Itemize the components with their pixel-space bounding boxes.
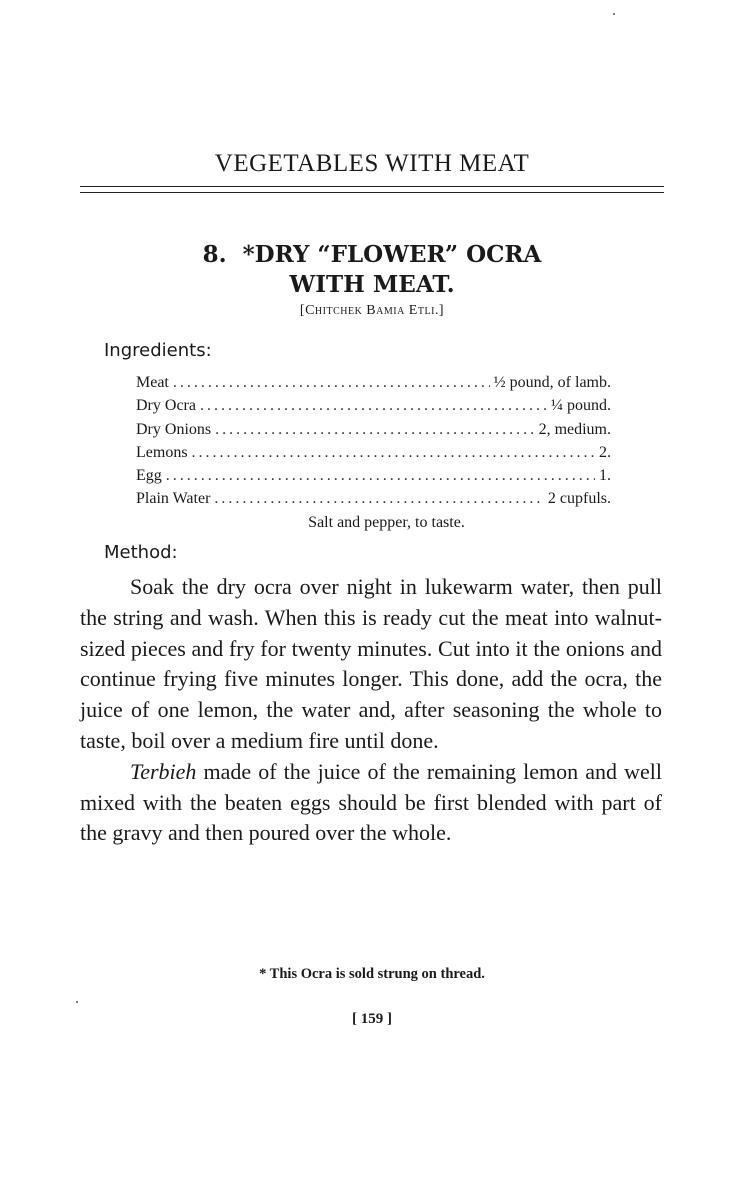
ingredient-row xyxy=(136,441,611,464)
leader-dots xyxy=(200,394,547,417)
leader-dots xyxy=(215,418,534,441)
ingredient-amount: ¼ pound. xyxy=(551,397,611,415)
ingredient-name: Dry Ocra xyxy=(136,397,196,415)
leader-dots xyxy=(173,371,490,394)
terbieh-term: Terbieh xyxy=(130,758,197,784)
method-text xyxy=(80,572,662,849)
method-paragraph-1: Soak the dry ocra over night in lukewarm water, then pull the string and wash. When this is ready cut the meat into walnut-sized pieces and fry for twenty minutes. Cut into it the onions and continue frying five minutes longer. This done, add the ocra, the juice of one lemon, the water and, after seasoning the whole to taste, boil over a medium fire until done. xyxy=(80,574,662,753)
method-paragraph-2 xyxy=(80,757,662,849)
ingredient-name: Egg xyxy=(136,467,162,485)
ingredient-name: Dry Onions xyxy=(136,420,212,438)
ingredient-row xyxy=(136,394,611,417)
ingredient-row xyxy=(136,464,611,487)
recipe-subtitle: [Chitchek Bamia Etli.] xyxy=(299,303,445,318)
print-speck xyxy=(613,13,615,15)
recipe-title xyxy=(80,240,664,300)
header-rule-top xyxy=(80,186,664,187)
ingredient-amount: 2. xyxy=(599,443,611,461)
page-number: [ 159 ] xyxy=(352,1011,392,1027)
ingredients-list xyxy=(136,371,611,534)
ingredient-row xyxy=(136,371,611,394)
running-head: VEGETABLES WITH MEAT xyxy=(214,150,530,177)
ingredient-name: Meat xyxy=(136,374,169,391)
ingredient-row xyxy=(136,487,611,510)
seasoning-note: Salt and pepper, to taste. xyxy=(308,513,465,531)
ingredient-row xyxy=(136,418,611,441)
ingredient-name: Plain Water xyxy=(136,490,211,508)
recipe-title-line2: WITH MEAT. xyxy=(289,271,455,298)
recipe-title-line1: 8. *DRY “FLOWER” OCRA xyxy=(202,241,542,268)
leader-dots xyxy=(192,441,595,464)
header-rule-bottom xyxy=(80,192,664,193)
method-paragraph-2-text: made of the juice of the remaining lemon and well mixed with the beaten eggs should be first blended with part of the gravy and then poured over the whole. xyxy=(80,758,662,846)
ingredient-amount: 1. xyxy=(599,467,611,485)
ingredient-amount: ½ pound, of lamb. xyxy=(493,374,611,391)
ingredients-label: Ingredients: xyxy=(104,340,212,361)
leader-dots xyxy=(214,487,543,510)
ingredient-name: Lemons xyxy=(136,443,188,461)
leader-dots xyxy=(166,464,595,487)
ingredient-amount: 2, medium. xyxy=(538,420,611,438)
footnote: * This Ocra is sold strung on thread. xyxy=(259,966,485,982)
method-label: Method: xyxy=(104,542,178,563)
print-speck xyxy=(76,1001,78,1003)
ingredient-amount: 2 cupfuls. xyxy=(547,490,611,508)
